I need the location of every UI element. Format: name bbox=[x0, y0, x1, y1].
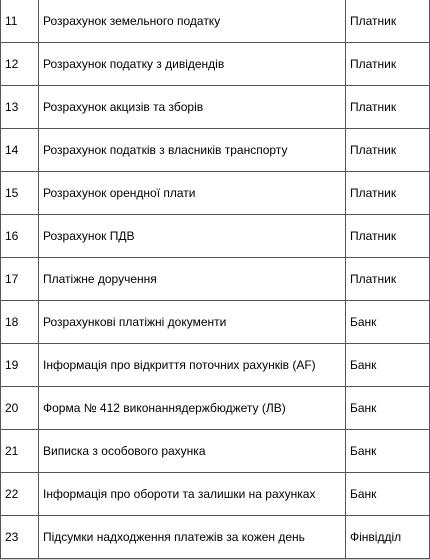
source-cell: Платник bbox=[346, 172, 430, 215]
row-number-cell: 14 bbox=[1, 129, 39, 172]
source-cell: Банк bbox=[346, 430, 430, 473]
table-row bbox=[1, 172, 430, 215]
table-row bbox=[1, 258, 430, 301]
document-name-cell: Інформація про відкриття поточних рахунків (AF) bbox=[39, 344, 346, 387]
row-number-cell: 11 bbox=[1, 0, 39, 43]
table-row bbox=[1, 473, 430, 516]
document-name-cell: Платіжне доручення bbox=[39, 258, 346, 301]
source-cell: Платник bbox=[346, 43, 430, 86]
row-number-cell: 12 bbox=[1, 43, 39, 86]
documents-table-body bbox=[1, 0, 430, 559]
document-name-cell: Підсумки надходження платежів за кожен день bbox=[39, 516, 346, 559]
row-number-cell: 13 bbox=[1, 86, 39, 129]
document-name-cell: Виписка з особового рахунка bbox=[39, 430, 346, 473]
source-cell: Платник bbox=[346, 258, 430, 301]
row-number-cell: 17 bbox=[1, 258, 39, 301]
row-number-cell: 18 bbox=[1, 301, 39, 344]
table-row bbox=[1, 0, 430, 43]
document-name-cell: Розрахунок податку з дивідендів bbox=[39, 43, 346, 86]
document-name-cell: Форма № 412 виконаннядержбюджету (ЛВ) bbox=[39, 387, 346, 430]
source-cell: Банк bbox=[346, 301, 430, 344]
table-row bbox=[1, 129, 430, 172]
source-cell: Платник bbox=[346, 129, 430, 172]
document-name-cell: Розрахунок орендної плати bbox=[39, 172, 346, 215]
table-row bbox=[1, 430, 430, 473]
source-cell: Платник bbox=[346, 0, 430, 43]
table-row bbox=[1, 387, 430, 430]
document-name-cell: Розрахунок земельного податку bbox=[39, 0, 346, 43]
document-name-cell: Розрахунок податків з власників транспорту bbox=[39, 129, 346, 172]
row-number-cell: 19 bbox=[1, 344, 39, 387]
source-cell: Платник bbox=[346, 86, 430, 129]
table-row bbox=[1, 43, 430, 86]
row-number-cell: 22 bbox=[1, 473, 39, 516]
source-cell: Фінвідділ bbox=[346, 516, 430, 559]
row-number-cell: 21 bbox=[1, 430, 39, 473]
row-number-cell: 15 bbox=[1, 172, 39, 215]
table-row bbox=[1, 516, 430, 559]
document-name-cell: Розрахунок акцизів та зборів bbox=[39, 86, 346, 129]
document-name-cell: Розрахункові платіжні документи bbox=[39, 301, 346, 344]
source-cell: Банк bbox=[346, 473, 430, 516]
table-row bbox=[1, 86, 430, 129]
source-cell: Банк bbox=[346, 344, 430, 387]
document-name-cell: Інформація про обороти та залишки на рахунках bbox=[39, 473, 346, 516]
document-name-cell: Розрахунок ПДВ bbox=[39, 215, 346, 258]
table-row bbox=[1, 301, 430, 344]
table-row bbox=[1, 215, 430, 258]
row-number-cell: 16 bbox=[1, 215, 39, 258]
row-number-cell: 23 bbox=[1, 516, 39, 559]
table-row bbox=[1, 344, 430, 387]
source-cell: Платник bbox=[346, 215, 430, 258]
source-cell: Банк bbox=[346, 387, 430, 430]
row-number-cell: 20 bbox=[1, 387, 39, 430]
